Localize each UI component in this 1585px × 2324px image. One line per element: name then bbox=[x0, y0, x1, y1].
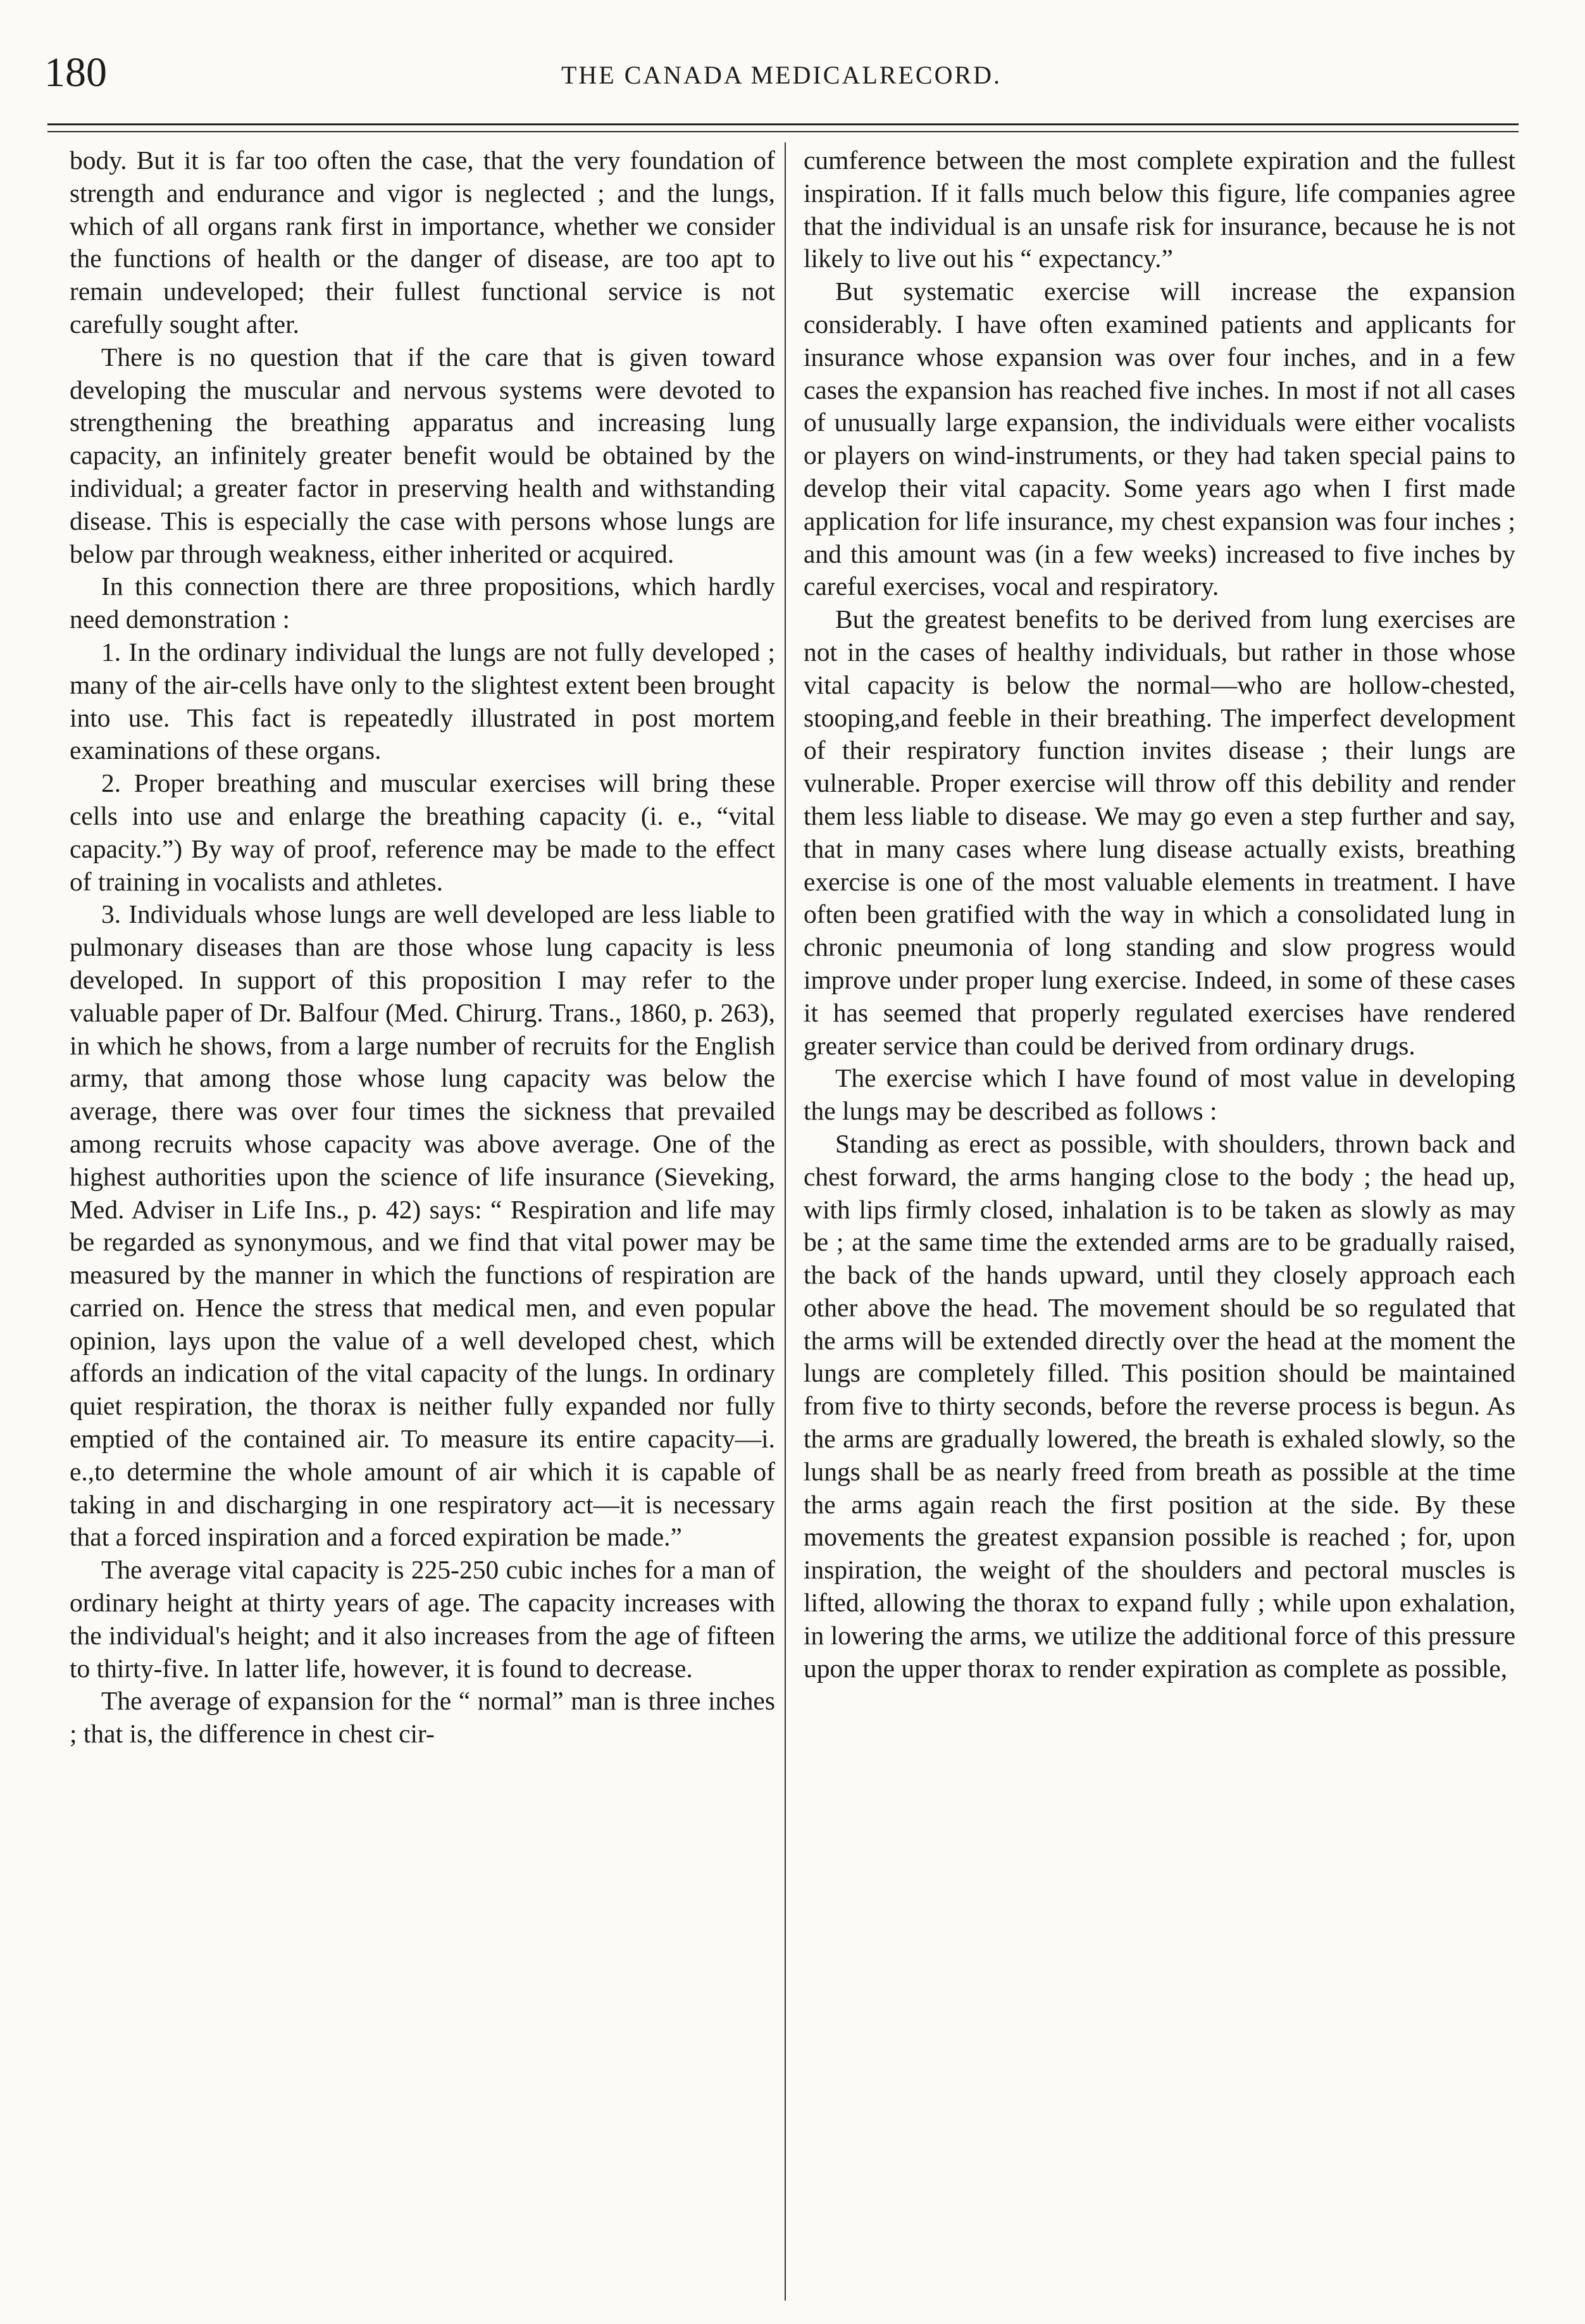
paragraph: The exercise which I have found of most value in developing the lungs may be described as follows : bbox=[804, 1063, 1515, 1126]
paragraph: The average vital capacity is 225-250 cubic inches for a man of ordinary height at thirty years of age. The capacity increases with the individual's height; and it also increases from the age of fifteen to thirty-five. In latter life, however, it is found to decrease. bbox=[70, 1555, 775, 1683]
page-header bbox=[44, 44, 1519, 114]
paragraph: But the greatest benefits to be derived from lung exercises are not in the cases of healthy individuals, but rather in those whose vital capacity is below the normal—who are hollow-chested, stooping,and feeble in their breathing. The imperfect development of their respiratory function invites disease ; their lungs are vulnerable. Proper exercise will throw off this debility and render them less liable to disease. We may go even a step further and say, that in many cases where lung disease actually exists, breathing exercise is one of the most valuable elements in treatment. I have often been gratified with the way in which a consolidated lung in chronic pneumonia of long standing and slow progress would improve under proper lung exercise. Indeed, in some of these cases it has seemed that properly regulated exercises have rendered greater service than could be derived from ordinary drugs. bbox=[804, 604, 1515, 1060]
header-rule-double bbox=[47, 131, 1519, 132]
left-column bbox=[70, 144, 775, 2296]
paragraph: In this connection there are three propositions, which hardly need demonstration : bbox=[70, 572, 775, 634]
running-title: THE CANADA MEDICALRECORD. bbox=[561, 61, 1002, 89]
proposition-2: 2. Proper breathing and muscular exercises will bring these cells into use and enlarge the breathing capacity (i. e., “vital capacity.”) By way of proof, reference may be made to the effect of training in vocalists and athletes. bbox=[70, 768, 775, 896]
column-divider bbox=[785, 142, 786, 2301]
proposition-1: 1. In the ordinary individual the lungs are not fully developed ; many of the air-cells have only to the slightest extent been brought into use. This fact is repeatedly illustrated in post mortem examinations of these organs. bbox=[70, 637, 775, 765]
paragraph: Standing as erect as possible, with shoulders, thrown back and chest forward, the arms hanging close to the body ; the head up, with lips firmly closed, inhalation is to be taken as slowly as may be ; at the same time the extended arms are to be gradually raised, the back of the hands upward, until they closely approach each other above the head. The movement should be so regulated that the arms will be extended directly over the head at the moment the lungs are completely filled. This position should be maintained from five to thirty seconds, before the reverse process is begun. As the arms are gradually lowered, the breath is exhaled slowly, so the lungs shall be as nearly freed from breath as possible at the time the arms again reach the first position at the side. By these movements the greatest expansion possible is reached ; for, upon inspiration, the weight of the shoulders and pectoral muscles is lifted, allowing the thorax to expand fully ; while upon exhalation, in lowering the arms, we utilize the additional force of this pressure upon the upper thorax to render expiration as complete as possible, bbox=[804, 1128, 1515, 1683]
paragraph: There is no question that if the care that is given toward developing the muscular and nervous systems were devoted to strengthening the breathing apparatus and increasing lung capacity, an infinitely greater benefit would be obtained by the individual; a greater factor in preserving health and withstanding disease. This is especially the case with persons whose lungs are below par through weakness, either inherited or acquired. bbox=[70, 342, 775, 568]
proposition-3: 3. Individuals whose lungs are well developed are less liable to pulmonary diseases than are those whose lung capacity is less developed. In support of this proposition I may refer to the valuable paper of Dr. Balfour (Med. Chirurg. Trans., 1860, p. 263), in which he shows, from a large number of recruits for the English army, that among those whose lung capacity was below the average, there was over four times the sickness that prevailed among recruits whose capacity was above average. One of the highest authorities upon the science of life insurance (Sieveking, Med. Adviser in Life Ins., p. 42) says: “ Respiration and life may be regarded as synonymous, and we find that vital power may be measured by the manner in which the functions of respiration are carried on. Hence the stress that medical men, and even popular opinion, lays upon the value of a well developed chest, which affords an indication of the vital capacity of the lungs. In ordinary quiet respiration, the thorax is neither fully expanded nor fully emptied of the contained air. To measure its entire capacity—i. e.,to determine the whole amount of air which it is capable of taking in and discharging in one respiratory act—it is necessary that a forced inspiration and a forced expiration be made.” bbox=[70, 899, 775, 1552]
header-rule bbox=[47, 123, 1519, 125]
page-number: 180 bbox=[44, 49, 107, 96]
paragraph: But systematic exercise will increase the expansion considerably. I have often examined patients and applicants for insurance whose expansion was over four inches, and in a few cases the expansion has reached five inches. In most if not all cases of unusually large expansion, the individuals were either vocalists or players on wind-instruments, or they had taken special pains to develop their vital capacity. Some years ago when I first made application for life insurance, my chest expansion was four inches ; and this amount was (in a few weeks) increased to five inches by careful exercises, vocal and respiratory. bbox=[804, 277, 1515, 601]
paragraph: body. But it is far too often the case, that the very foundation of strength and endurance and vigor is neglected ; and the lungs, which of all organs rank first in importance, whether we consider the functions of health or the danger of disease, are too apt to remain undeveloped; their fullest functional service is not carefully sought after. bbox=[70, 146, 775, 339]
paragraph: cumference between the most complete expiration and the fullest inspiration. If it falls much below this figure, life companies agree that the individual is an unsafe risk for insurance, because he is not likely to live out his “ expectancy.” bbox=[804, 146, 1515, 273]
paragraph: The average of expansion for the “ normal” man is three inches ; that is, the difference in chest cir- bbox=[70, 1686, 775, 1749]
right-column bbox=[804, 144, 1515, 2296]
